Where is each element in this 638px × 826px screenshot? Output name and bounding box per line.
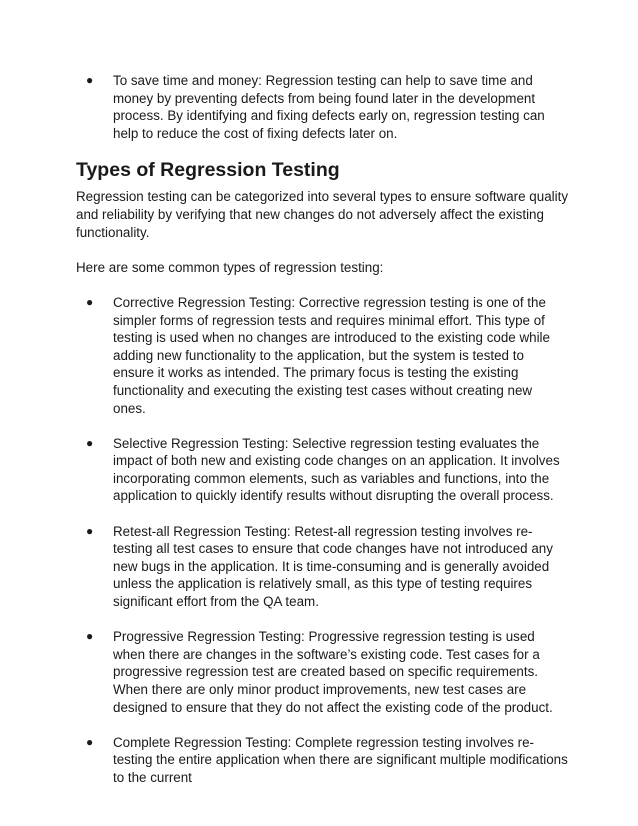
list-lead-paragraph: Here are some common types of regression testing:: [76, 259, 384, 275]
bullet-icon: ●: [86, 523, 94, 538]
list-item-complete: [76, 734, 568, 787]
list-item-retest-all: [76, 523, 568, 611]
list-item-selective: [76, 435, 568, 505]
bullet-text: To save time and money: Regression testing can help to save time and money by preventing defects from being found later in the development process. By identifying and fixing defects early on, regression testing can help to reduce the cost of fixing defects later on.: [113, 73, 545, 141]
bullet-icon: ●: [86, 435, 94, 450]
types-bullet-list: [76, 294, 568, 787]
bullet-icon: ●: [86, 734, 94, 749]
bullet-icon: ●: [86, 629, 94, 644]
bullet-text: Progressive Regression Testing: Progressive regression testing is used when there are changes in the software’s existing code. Test cases for a progressive regression test are created based on specific requirements. When there are only minor product improvements, new test cases are designed to ensure that they do not affect the existing code of the product.: [113, 629, 553, 715]
bullet-text: Retest-all Regression Testing: Retest-all regression testing involves re-testing all test cases to ensure that code changes have not introduced any new bugs in the application. It is time-consuming and is generally avoided unless the application is relatively small, as this type of testing requires significant effort from the QA team.: [113, 523, 553, 610]
bullet-text: Complete Regression Testing: Complete regression testing involves re-testing the entire application when there are significant multiple modifications to the current: [113, 734, 568, 785]
bullet-text: Corrective Regression Testing: Corrective regression testing is one of the simpler forms of regression tests and requires minimal effort. This type of testing is used when no changes are introduced to the existing code while adding new functionality to the application, but the system is tested to ensure it works as intended. The primary focus is testing the existing functionality and executing the existing test cases without creating new ones.: [113, 294, 550, 416]
list-item-progressive: [76, 628, 568, 716]
list-item-corrective: [76, 294, 568, 417]
bullet-text: Selective Regression Testing: Selective regression testing evaluates the impact of both new and existing code changes on an application. It involves incorporating common elements, such as variables and functions, into the application to quickly identify results without disrupting the overall process.: [113, 435, 560, 504]
list-item: [76, 72, 568, 142]
bullet-icon: ●: [86, 294, 94, 309]
bullet-icon: ●: [86, 73, 94, 87]
intro-paragraph: Regression testing can be categorized into several types to ensure software quality and reliability by verifying that new changes do not adversely affect the existing functionality.: [76, 189, 569, 240]
section-heading: Types of Regression Testing: [76, 159, 340, 182]
intro-bullet-list: [76, 72, 568, 142]
